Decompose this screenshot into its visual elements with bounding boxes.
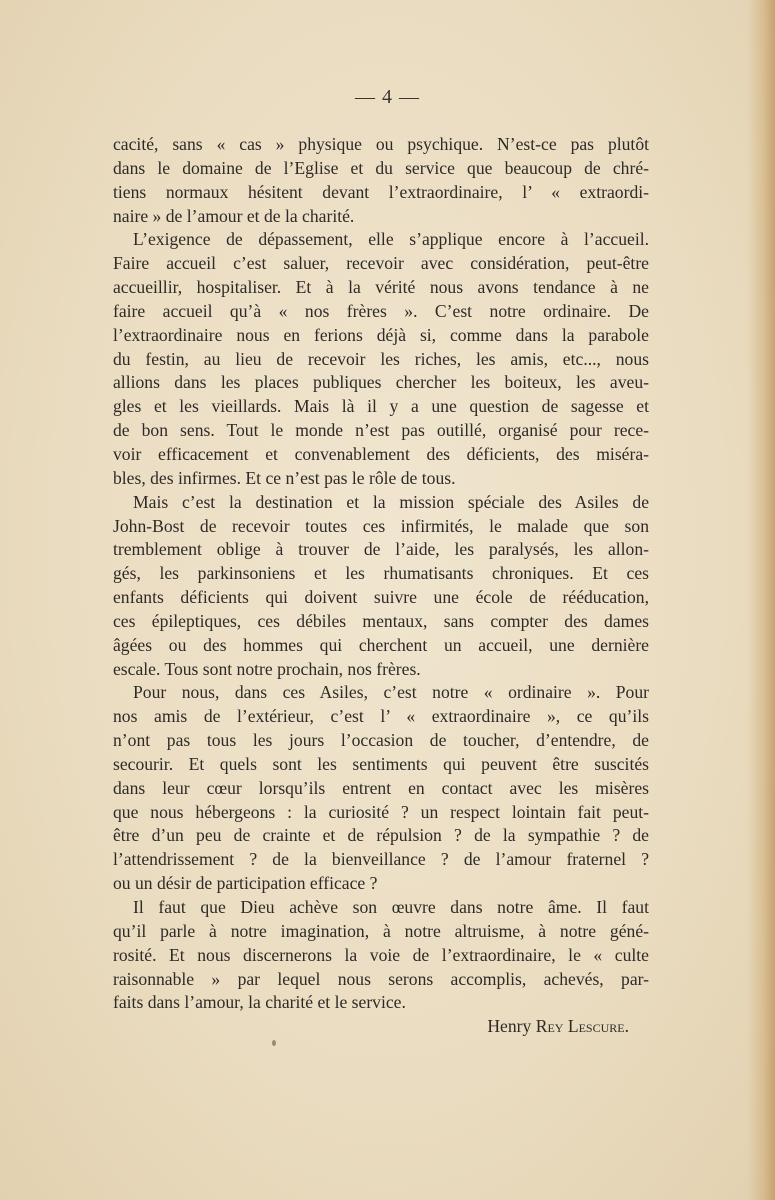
text-line: nos amis de l’extérieur, c’est l’ « extraordinaire », ce qu’ils xyxy=(113,706,649,727)
signature-surname: Rey Lescure. xyxy=(535,1016,629,1037)
page-edge-shadow xyxy=(747,0,775,1200)
text-line: Pour nous, dans ces Asiles, c’est notre « ordinaire ». Pour xyxy=(133,682,649,703)
text-line: naire » de l’amour et de la charité. xyxy=(113,205,355,226)
page-number: — 4 — xyxy=(355,86,420,108)
text-line: du festin, au lieu de recevoir les riches, les amis, etc..., nous xyxy=(113,348,649,369)
text-line: allions dans les places publiques chercher les boiteux, les aveu- xyxy=(113,372,649,393)
text-line: accueillir, hospitaliser. Et à la vérité nous avons tendance à ne xyxy=(113,277,649,298)
text-line: Il faut que Dieu achève son œuvre dans notre âme. Il faut xyxy=(133,897,649,917)
text-line: être d’un peu de crainte et de répulsion ? de la sympathie ? de xyxy=(113,825,649,846)
text-line: que nous hébergeons : la curiosité ? un respect lointain fait peut- xyxy=(113,801,649,822)
text-line: Faire accueil c’est saluer, recevoir avec considération, peut-être xyxy=(113,253,649,274)
text-line: bles, des infirmes. Et ce n’est pas le rôle de tous. xyxy=(113,467,456,488)
text-line: n’ont pas tous les jours l’occasion de toucher, d’entendre, de xyxy=(113,730,649,751)
text-line: escale. Tous sont notre prochain, nos frères. xyxy=(113,658,421,679)
text-line: secourir. Et quels sont les sentiments qui peuvent être suscités xyxy=(113,753,649,774)
text-line: John-Bost de recevoir toutes ces infirmités, le malade que son xyxy=(113,515,649,536)
text-line: qu’il parle à notre imagination, à notre altruisme, à notre géné- xyxy=(113,920,649,941)
text-line: tremblement oblige à trouver de l’aide, les paralysés, les allon- xyxy=(113,539,649,560)
text-line: ou un désir de participation efficace ? xyxy=(113,873,378,894)
text-line: âgées ou des hommes qui cherchent un accueil, une dernière xyxy=(113,634,649,655)
text-line: l’attendrissement ? de la bienveillance ? de l’amour fraternel ? xyxy=(113,849,649,870)
text-line: gles et les vieillards. Mais là il y a une question de sagesse et xyxy=(113,396,649,417)
text-line: rosité. Et nous discernerons la voie de l’extraordinaire, le « culte xyxy=(113,944,649,965)
paper-speck xyxy=(272,1040,276,1046)
text-line: L’exigence de dépassement, elle s’applique encore à l’accueil. xyxy=(133,229,649,250)
text-line: cacité, sans « cas » physique ou psychique. N’est-ce pas plutôt xyxy=(113,134,649,154)
body-text xyxy=(113,133,649,1039)
text-line: faits dans l’amour, la charité et le service. xyxy=(113,992,406,1013)
text-line: raisonnable » par lequel nous serons accomplis, achevés, par- xyxy=(113,968,649,989)
signature xyxy=(113,1015,649,1039)
signature-first-name: Henry xyxy=(487,1016,532,1037)
text-line: ces épileptiques, ces débiles mentaux, sans compter des dames xyxy=(113,610,649,631)
text-line: l’extraordinaire nous en ferions déjà si, comme dans la parabole xyxy=(113,324,649,345)
text-line: gés, les parkinsoniens et les rhumatisants chroniques. Et ces xyxy=(113,563,649,584)
text-line: tiens normaux hésitent devant l’extraordinaire, l’ « extraordi- xyxy=(113,181,649,202)
text-line: voir efficacement et convenablement des déficients, des miséra- xyxy=(113,443,649,464)
text-line: de bon sens. Tout le monde n’est pas outillé, organisé pour rece- xyxy=(113,420,649,441)
text-line: dans le domaine de l’Eglise et du service que beaucoup de chré- xyxy=(113,157,649,178)
text-line: Mais c’est la destination et la mission spéciale des Asiles de xyxy=(133,491,649,512)
text-line: dans leur cœur lorsqu’ils entrent en contact avec les misères xyxy=(113,777,649,798)
text-line: enfants déficients qui doivent suivre une école de rééducation, xyxy=(113,587,649,608)
text-line: faire accueil qu’à « nos frères ». C’est notre ordinaire. De xyxy=(113,300,649,321)
